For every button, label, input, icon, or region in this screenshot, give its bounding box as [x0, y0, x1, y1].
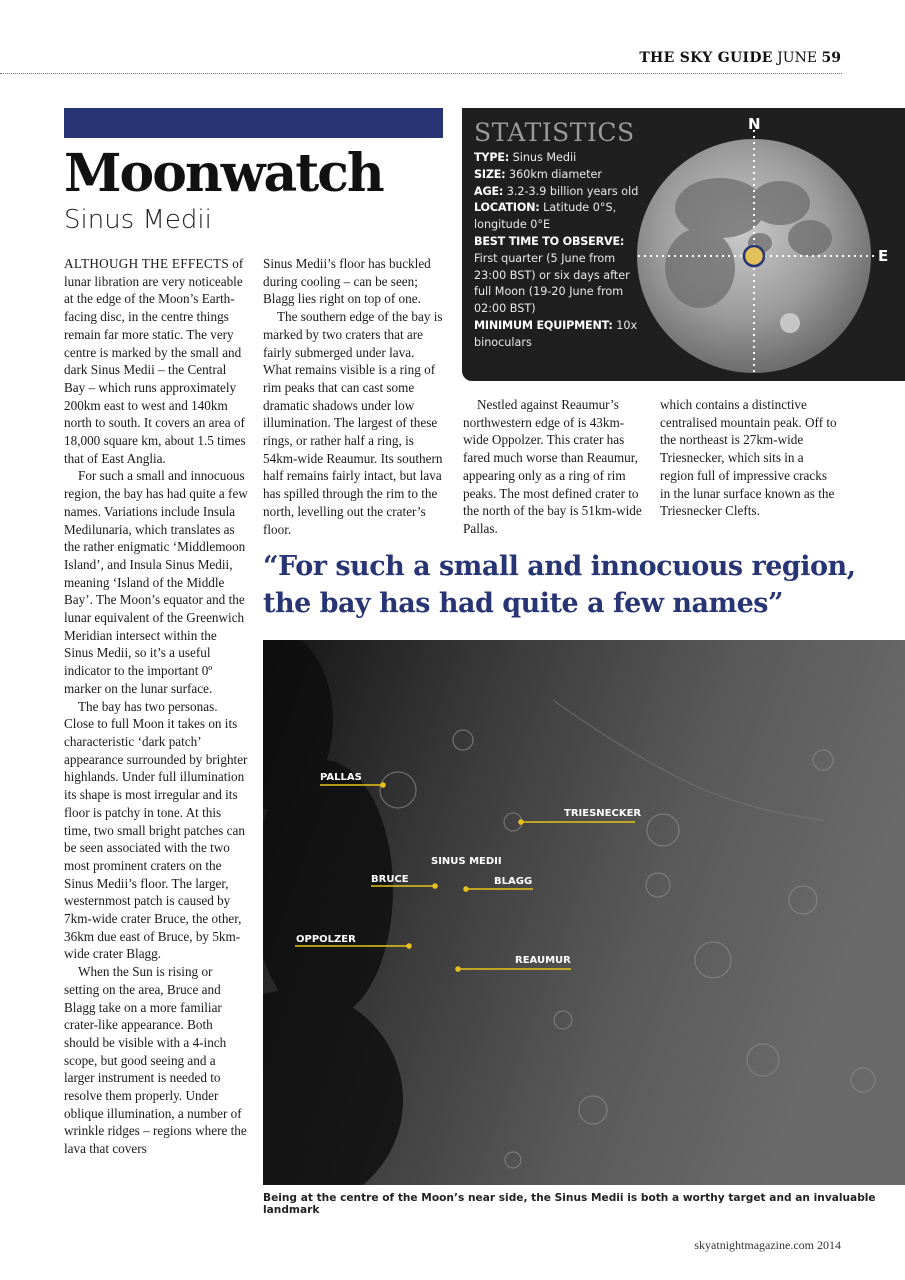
label-pallas: PALLAS	[320, 772, 362, 783]
paragraph: Nestled against Reaumur’s northwestern edge of is 43km-wide Oppolzer. This crater has fared much worse than Reaumur, appearing only as a ring of rim peaks. The most defined crater to the north of the bay is 51km-wide Pallas.	[463, 397, 642, 536]
label-sinus-medii: SINUS MEDII	[431, 856, 502, 867]
stat-item	[474, 200, 644, 234]
title-bar	[64, 108, 443, 138]
stat-item	[474, 167, 644, 184]
stat-label: LOCATION:	[474, 201, 540, 215]
running-header	[639, 50, 841, 66]
stat-item	[474, 234, 644, 318]
compass-east: E	[878, 247, 889, 265]
stat-item	[474, 318, 644, 352]
paragraph-text: of lunar libration are very noticeable at the edge of the Moon’s Earth-facing disc, in the centre things remain far more static. The very centre is marked by the small and dark Sinus Medii – the Central Bay – which runs approximately 200km east to west and 140km north to south. It covers an area of 18,000 square km, about 1.5 times that of East Anglia.	[64, 256, 246, 466]
paragraph: The southern edge of the bay is marked by two craters that are fairly submerged under lava. What remains visible is a ring of rim peaks that can cast some dramatic shadows under low illumination. The largest of these rings, or rather half a ring, is 54km-wide Reaumur. Its southern half remains fairly intact, but lava has spilled through the rim to the north, levelling out the crater’s floor.	[263, 309, 443, 537]
paragraph: Sinus Medii’s floor has buckled during cooling – can be seen; Blagg lies right on top of one.	[263, 256, 431, 307]
label-triesnecker: TRIESNECKER	[564, 808, 642, 819]
bright-crater	[780, 313, 800, 333]
stat-value: Latitude 0°S, longitude 0°E	[474, 201, 617, 232]
stat-item	[474, 150, 644, 167]
label-bruce: BRUCE	[371, 874, 409, 885]
footer-url: skyatnightmagazine.com 2014	[694, 1238, 841, 1252]
stat-value: 3.2-3.9 billion years old	[503, 184, 639, 198]
stat-value: First quarter (5 June from 23:00 BST) or six days after full Moon (19-20 June from 02:00 BST)	[474, 251, 630, 316]
page-number: 59	[821, 50, 841, 66]
stat-value: Sinus Medii	[509, 151, 577, 164]
body-column-2	[263, 255, 445, 538]
stat-label: SIZE:	[474, 167, 506, 181]
label-oppolzer: OPPOLZER	[296, 934, 356, 945]
pull-quote: “For such a small and innocuous region, the bay has had quite a few names”	[263, 551, 856, 619]
body-column-3	[463, 396, 643, 538]
label-blagg: BLAGG	[494, 876, 533, 887]
month-label: JUNE	[772, 50, 822, 66]
moon-locator-map	[630, 108, 905, 381]
statistics-list	[474, 150, 644, 352]
stat-label: AGE:	[474, 184, 504, 198]
stat-value: 360km diameter	[505, 167, 603, 181]
stat-label: BEST TIME TO OBSERVE:	[474, 234, 625, 248]
body-column-1	[64, 255, 248, 1158]
stat-label: MINIMUM EQUIPMENT:	[474, 318, 613, 332]
stat-item	[474, 184, 644, 201]
paragraph	[64, 255, 248, 467]
lunar-surface-image	[263, 640, 905, 1185]
article-title: Moonwatch	[64, 143, 383, 204]
sinus-medii-marker	[744, 246, 764, 266]
stat-label: TYPE:	[474, 151, 510, 164]
body-column-4	[660, 396, 840, 520]
paragraph: When the Sun is rising or setting on the area, Bruce and Blagg take on a more familiar crater-like appearance. Both should be visible with a 4-inch scope, but good seeing and a larger instrument is needed to resolve them properly. Under oblique illumination, a number of wrinkle ridges – regions where the lava that covers	[64, 964, 247, 1157]
stat-value: 10x binoculars	[474, 318, 638, 349]
article-subtitle: Sinus Medii	[64, 205, 212, 235]
compass-north: N	[748, 115, 761, 133]
header-rule	[0, 73, 842, 74]
paragraph: which contains a distinctive centralised mountain peak. Off to the northeast is 27km-wide Triesnecker, which sits in a region full of impressive cracks in the lunar surface known as the Triesnecker Clefts.	[660, 397, 837, 519]
paragraph: For such a small and innocuous region, the bay has had quite a few names. Variations include Insula Medilunaria, which translates as the rather enigmatic ‘Middlemoon Island’, and Insula Sinus Medii, meaning ‘Island of the Middle Bay’. The Moon’s equator and the lunar equivalent of the Greenwich Meridian intersect within the Sinus Medii, so it’s a useful indicator to the important 0º marker on the lunar surface.	[64, 468, 248, 696]
label-reaumur: REAUMUR	[515, 955, 571, 966]
lead-caps: ALTHOUGH THE EFFECTS	[64, 256, 229, 271]
statistics-title: STATISTICS	[474, 118, 635, 147]
paragraph: The bay has two personas. Close to full Moon it takes on its characteristic ‘dark patch’ appearance surrounded by brighter highlands. Under full illumination its shape is most irregular and its floor is patchy in tone. At this time, two small bright patches can be seen associated with the two most prominent craters on the Sinus Medii’s floor. The larger, westernmost patch is caused by 7km-wide crater Bruce, the other, 36km due east of Bruce, by 5km-wide crater Blagg.	[64, 698, 248, 962]
image-caption: Being at the centre of the Moon’s near side, the Sinus Medii is both a worthy target and an invaluable landmark	[263, 1192, 876, 1216]
section-name: THE SKY GUIDE	[639, 50, 773, 66]
